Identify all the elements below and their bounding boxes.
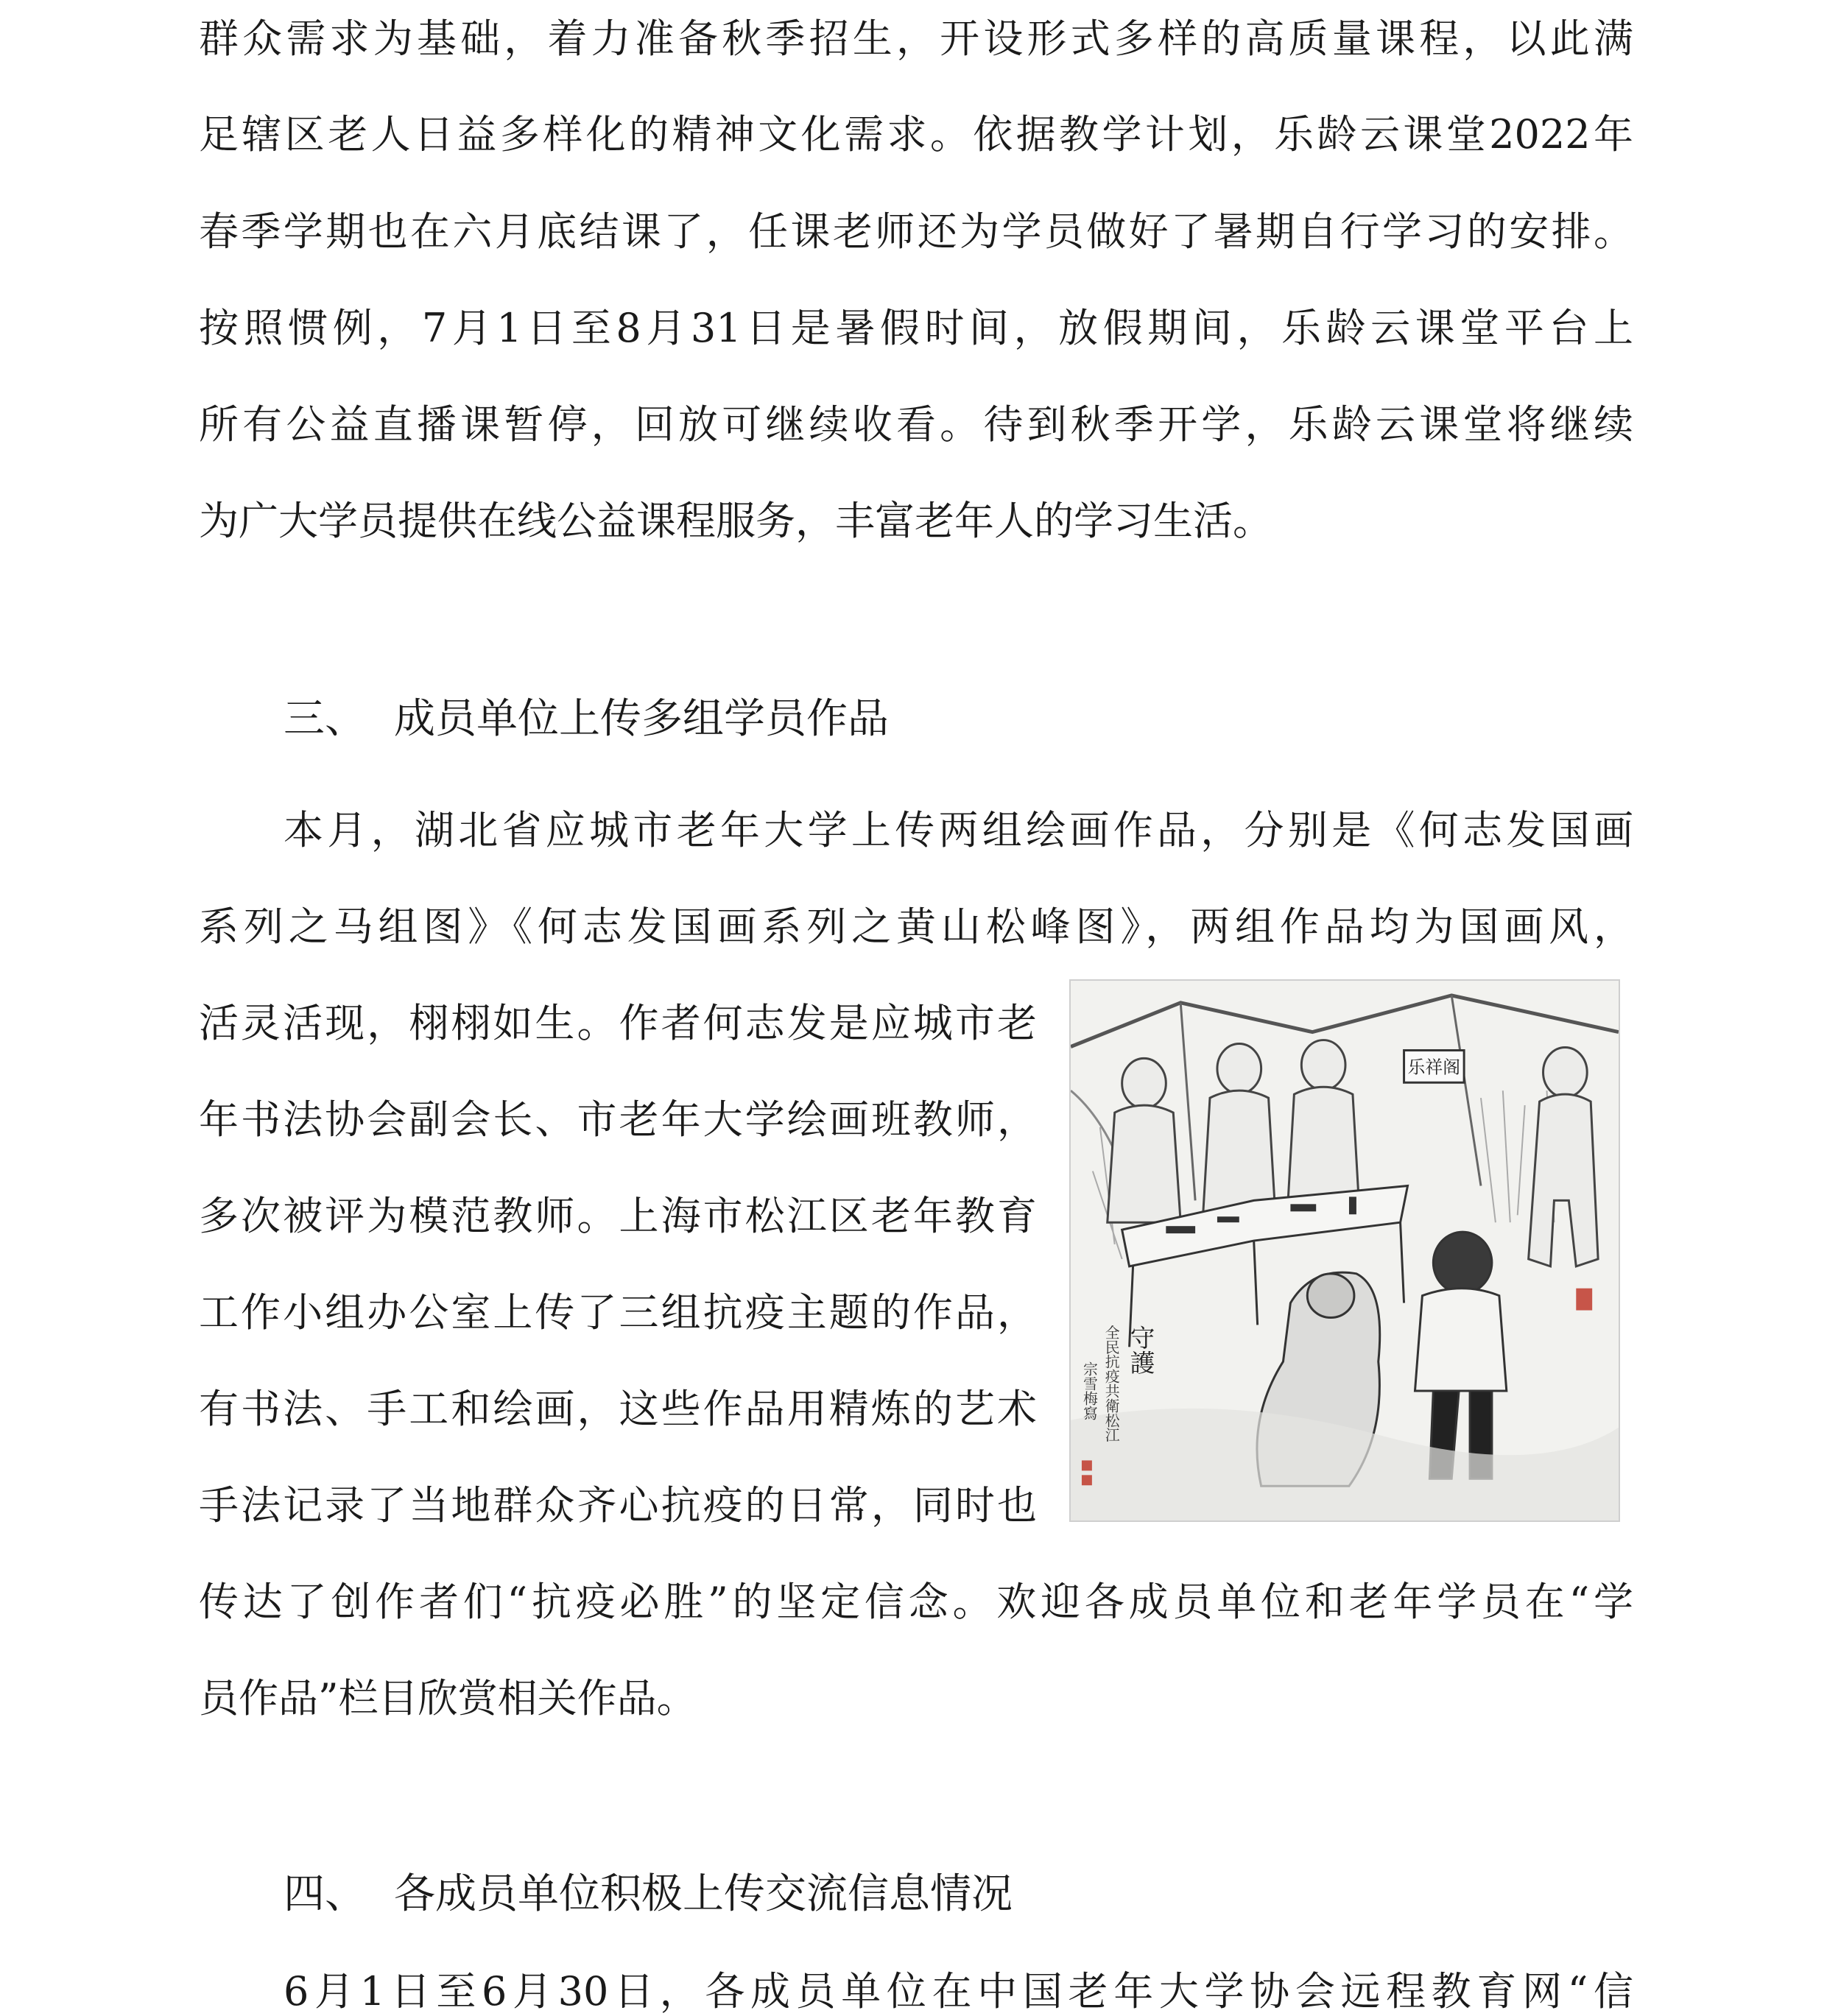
painting-sign-text: 乐祥阁 bbox=[1407, 1057, 1461, 1078]
paragraph-line: 本月，湖北省应城市老年大学上传两组绘画作品，分别是《何志发国画 bbox=[284, 807, 1633, 853]
paragraph-line: 多次被评为模范教师。上海市松江区老年教育 bbox=[199, 1193, 1037, 1239]
heading-title: 成员单位上传多组学员作品 bbox=[394, 695, 889, 743]
paragraph-line: 按照惯例，7月1日至8月31日是暑假时间，放假期间，乐龄云课堂平台上 bbox=[199, 305, 1633, 351]
paragraph-line: 6月1日至6月30日，各成员单位在中国老年大学协会远程教育网“信 bbox=[284, 1968, 1633, 2015]
painting-image bbox=[1069, 979, 1620, 1522]
painting-inscription-col: 全民抗疫共衛松江 bbox=[1102, 1325, 1120, 1442]
paragraph-line: 员作品”栏目欣赏相关作品。 bbox=[199, 1675, 697, 1721]
paragraph-line: 春季学期也在六月底结课了，任课老师还为学员做好了暑期自行学习的安排。 bbox=[199, 208, 1633, 255]
paragraph-line: 手法记录了当地群众齐心抗疫的日常，同时也 bbox=[199, 1482, 1037, 1529]
paragraph-line: 足辖区老人日益多样化的精神文化需求。依据教学计划，乐龄云课堂2022年 bbox=[199, 111, 1633, 158]
section-heading bbox=[284, 1869, 1535, 1920]
paragraph-line: 所有公益直播课暂停，回放可继续收看。待到秋季开学，乐龄云课堂将继续 bbox=[199, 401, 1633, 448]
heading-number: 三、 bbox=[284, 695, 366, 743]
paragraph-line: 传达了创作者们“抗疫必胜”的坚定信念。欢迎各成员单位和老年学员在“学 bbox=[199, 1579, 1633, 1625]
paragraph-line: 工作小组办公室上传了三组抗疫主题的作品， bbox=[199, 1289, 1037, 1336]
paragraph-line: 年书法协会副会长、市老年大学绘画班教师， bbox=[199, 1096, 1037, 1143]
painting-inscription-title: 守護 bbox=[1126, 1325, 1155, 1375]
heading-number: 四、 bbox=[284, 1870, 366, 1918]
paragraph-line: 群众需求为基础，着力准备秋季招生，开设形式多样的高质量课程，以此满 bbox=[199, 15, 1633, 62]
painting-inscription-col: 宗雪梅寫 bbox=[1080, 1361, 1098, 1420]
paragraph-line: 有书法、手工和绘画，这些作品用精炼的艺术 bbox=[199, 1386, 1037, 1432]
section-heading bbox=[284, 694, 1535, 745]
heading-title: 各成员单位积极上传交流信息情况 bbox=[394, 1870, 1013, 1918]
paragraph-line: 系列之马组图》《何志发国画系列之黄山松峰图》，两组作品均为国画风， bbox=[199, 903, 1633, 950]
paragraph-line: 活灵活现，栩栩如生。作者何志发是应城市老 bbox=[199, 1000, 1037, 1046]
paragraph-line: 为广大学员提供在线公益课程服务，丰富老年人的学习生活。 bbox=[199, 498, 1272, 544]
